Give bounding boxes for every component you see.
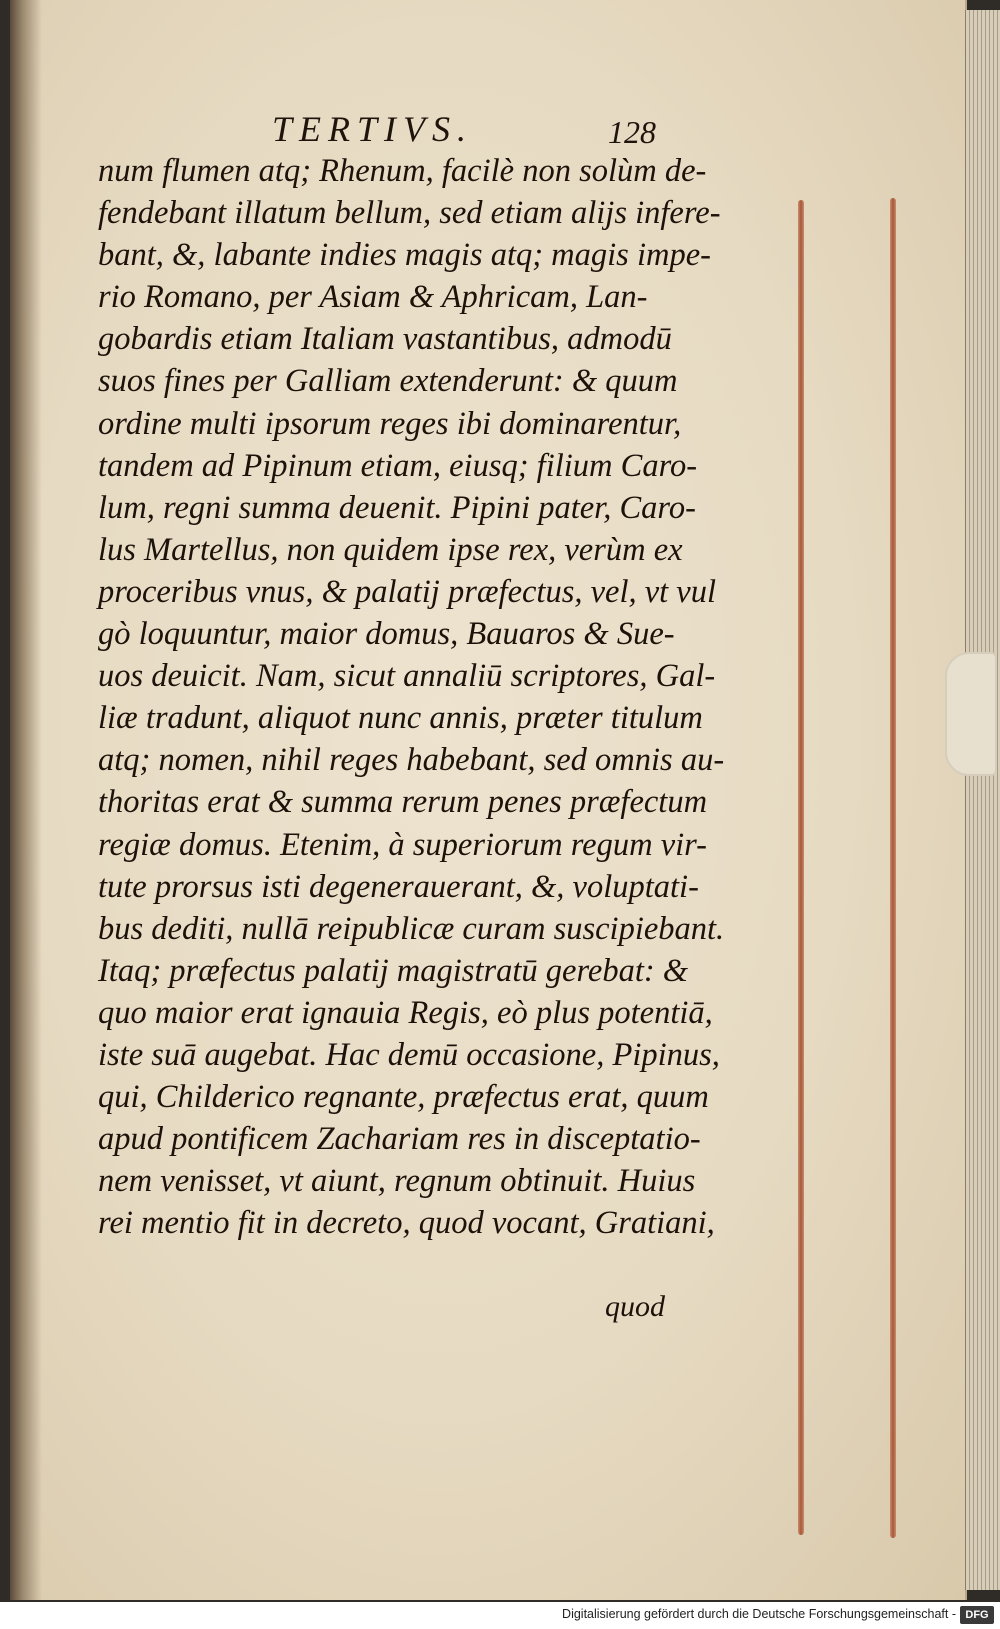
text-line: gobardis etiam Italiam vastantibus, admodū xyxy=(98,321,672,358)
text-line: bant, &, labante indies magis atq; magis impe- xyxy=(98,237,711,274)
text-line: uos deuicit. Nam, sicut annaliū scriptores, Gal- xyxy=(98,658,716,695)
running-head-title: TERTIVS. xyxy=(272,109,474,149)
margin-rule-left xyxy=(798,200,804,1535)
text-line: rei mentio fit in decreto, quod vocant, Gratiani, xyxy=(98,1205,715,1242)
text-line: quo maior erat ignauia Regis, eò plus potentiā, xyxy=(98,994,713,1031)
text-line: qui, Childerico regnante, præfectus erat, quum xyxy=(98,1079,709,1116)
digitization-footer xyxy=(0,1602,1000,1629)
text-line: lum, regni summa deuenit. Pipini pater, Caro- xyxy=(98,489,696,526)
page-gutter-shadow xyxy=(10,0,42,1600)
text-line: regiæ domus. Etenim, à superiorum regum vir- xyxy=(98,826,707,863)
text-line: proceribus vnus, & palatij præfectus, vel, vt vul xyxy=(98,573,717,610)
text-line: Itaq; præfectus palatij magistratū gerebat: & xyxy=(98,952,689,989)
text-line: tandem ad Pipinum etiam, eiusq; filium Caro- xyxy=(98,447,698,484)
body-text xyxy=(98,150,738,1244)
footer-credit: Digitalisierung gefördert durch die Deutsche Forschungsgemeinschaft - xyxy=(562,1607,956,1621)
catchword: quod xyxy=(605,1290,665,1323)
text-line: lus Martellus, non quidem ipse rex, verùm ex xyxy=(98,531,683,568)
text-line: bus dediti, nullā reipublicæ curam suscipiebant. xyxy=(98,910,725,947)
text-line: rio Romano, per Asiam & Aphricam, Lan- xyxy=(98,279,648,316)
text-line: thoritas erat & summa rerum penes præfectum xyxy=(98,784,708,821)
page-edges xyxy=(965,10,1000,1590)
text-line: iste suā augebat. Hac demū occasione, Pipinus, xyxy=(98,1036,720,1073)
text-line: liæ tradunt, aliquot nunc annis, præter titulum xyxy=(98,700,703,737)
page-tab-marker xyxy=(945,652,997,776)
text-line: ordine multi ipsorum reges ibi dominarentur, xyxy=(98,405,682,442)
text-line: nem venisset, vt aiunt, regnum obtinuit. Huius xyxy=(98,1163,696,1200)
margin-rule-right xyxy=(890,198,896,1538)
text-line: apud pontificem Zachariam res in disceptatio- xyxy=(98,1121,701,1158)
text-line: tute prorsus isti degenerauerant, &, voluptati- xyxy=(98,868,699,905)
page-number: 128 xyxy=(608,114,656,150)
text-line: gò loquuntur, maior domus, Bauaros & Sue- xyxy=(98,616,675,653)
book-page xyxy=(10,0,967,1600)
text-line: atq; nomen, nihil reges habebant, sed omnis au- xyxy=(98,742,725,779)
text-line: fendebant illatum bellum, sed etiam alijs infere- xyxy=(98,195,721,232)
text-line: suos fines per Galliam extenderunt: & quum xyxy=(98,363,678,400)
text-line: num flumen atq; Rhenum, facilè non solùm de- xyxy=(98,153,707,189)
dfg-logo: DFG xyxy=(960,1606,994,1624)
